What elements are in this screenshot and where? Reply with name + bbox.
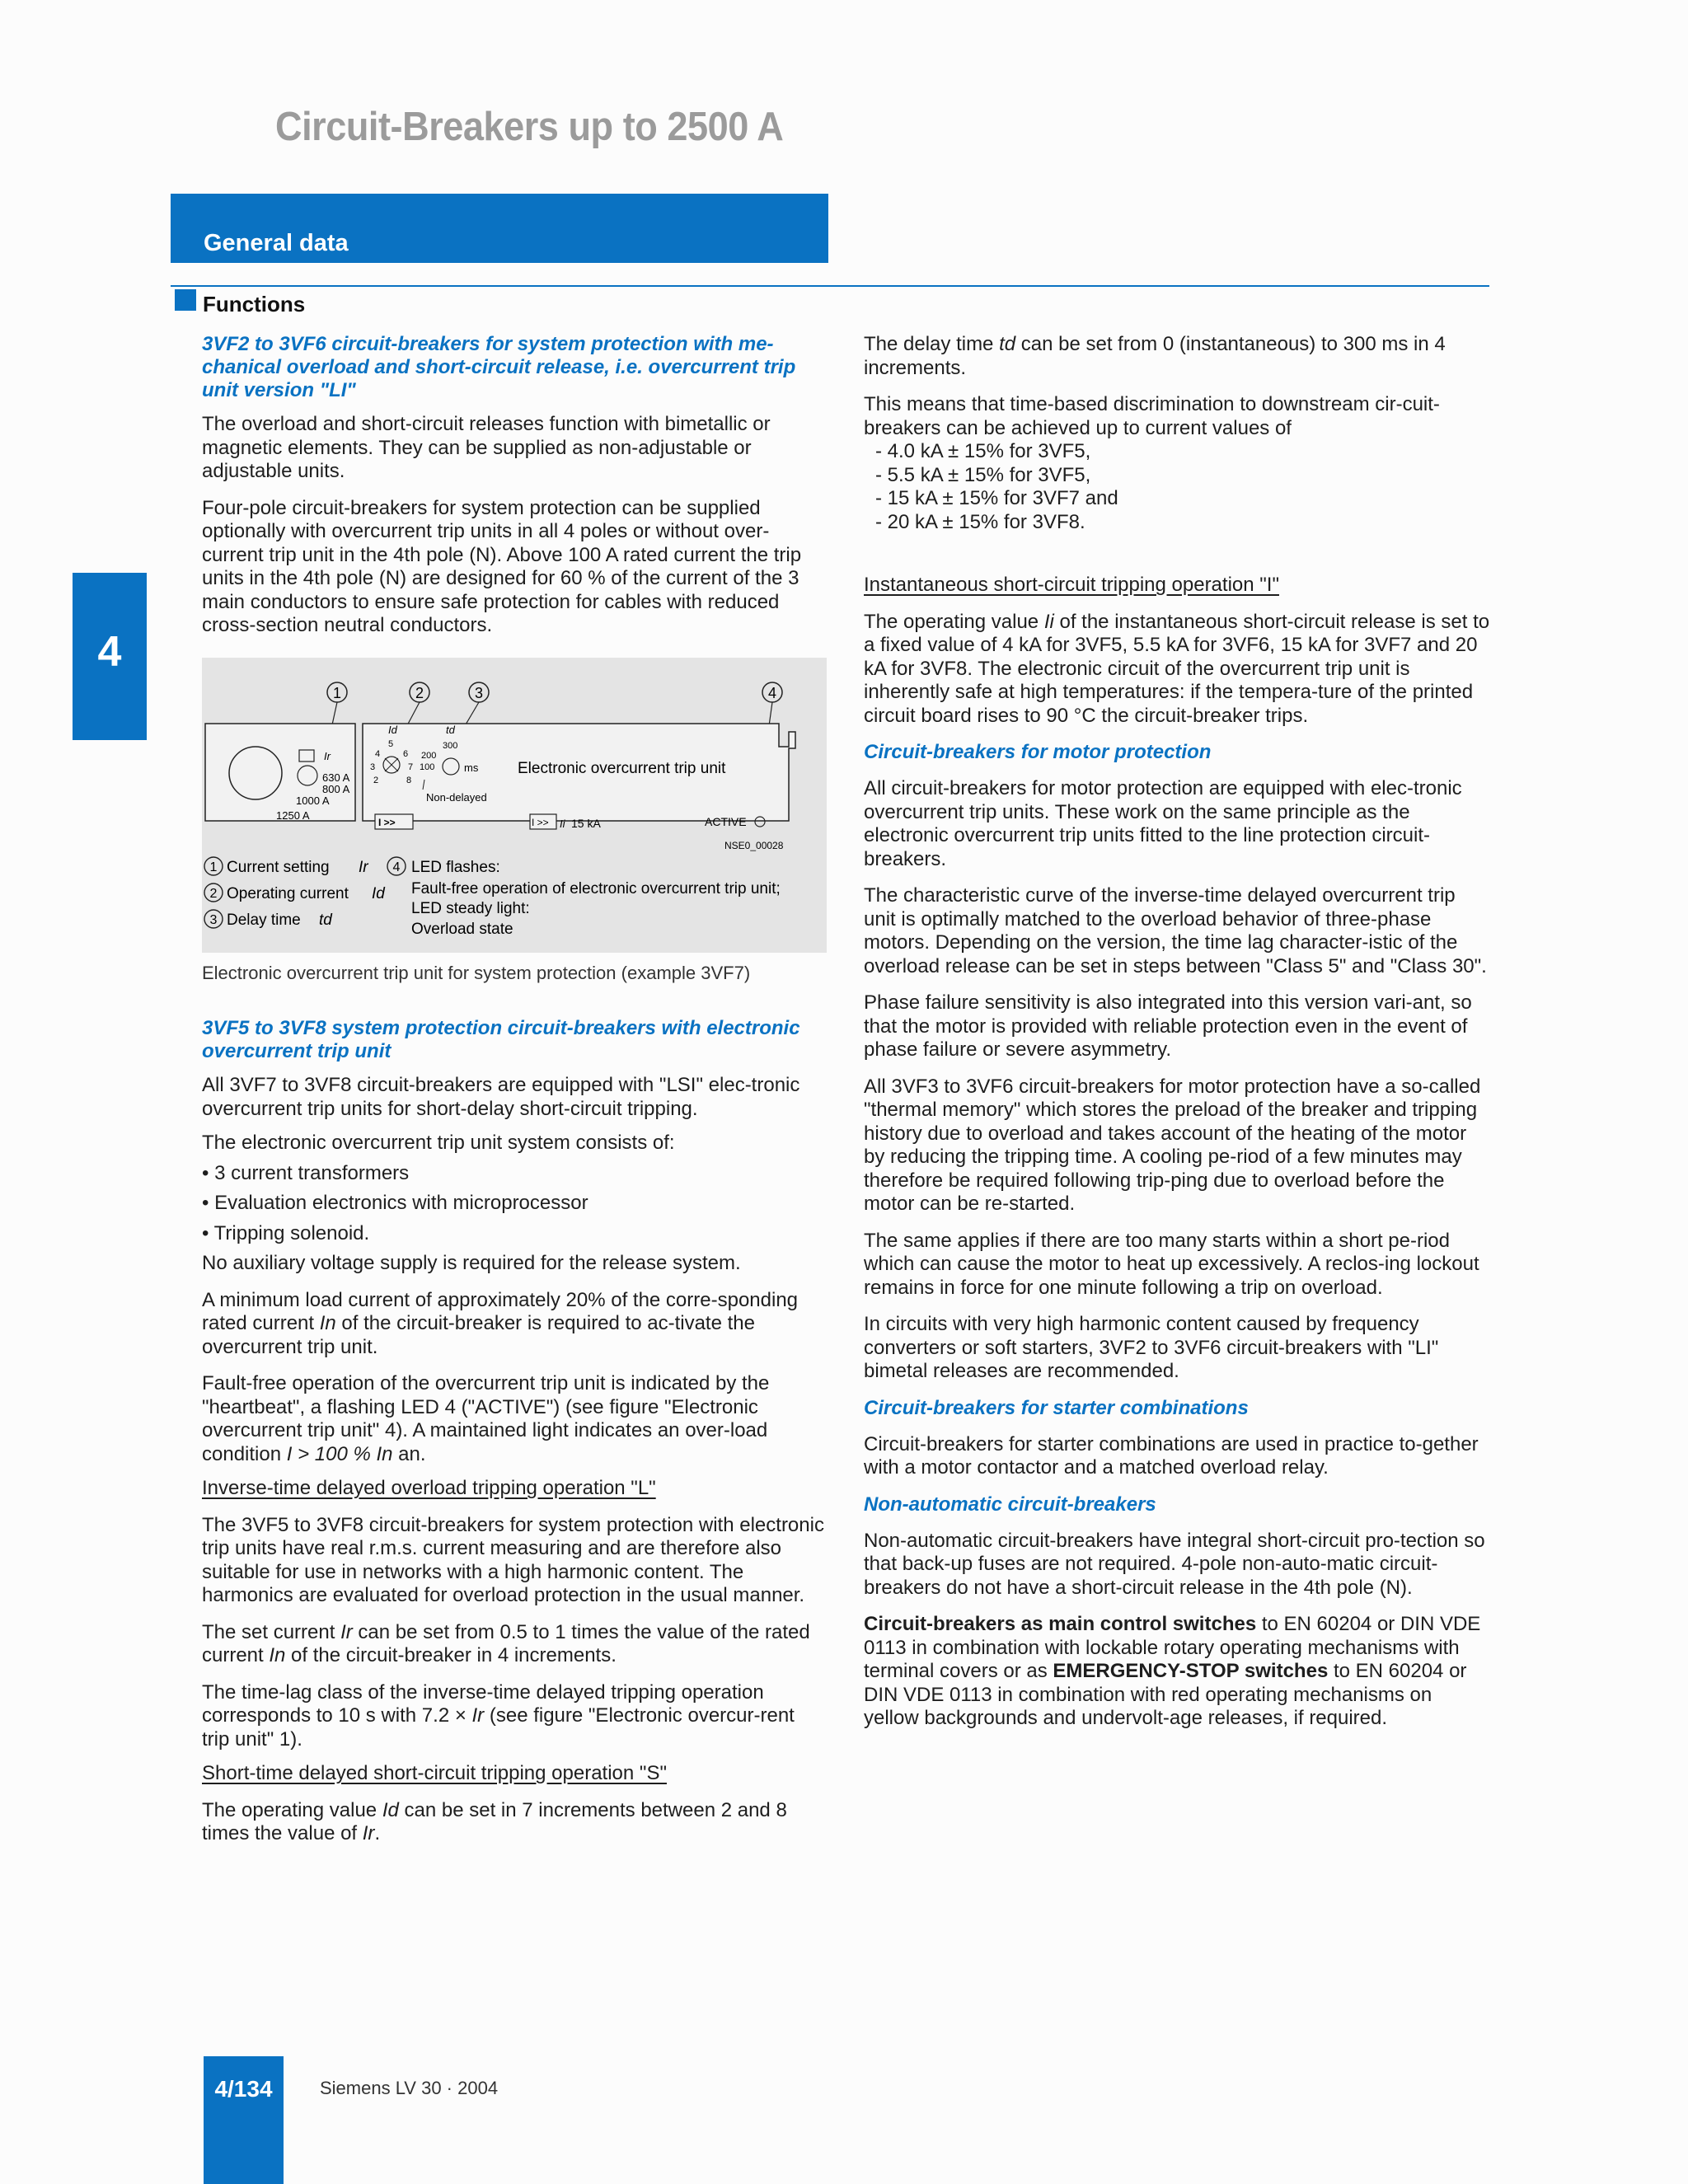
legend-1-text: Current setting	[227, 859, 330, 876]
heading-non-automatic: Non-automatic circuit-breakers	[864, 1493, 1156, 1516]
legend-4-title: LED flashes:	[411, 859, 500, 876]
text: to EN 60204 or DIN VDE 0113 in combination with red operating mechanisms on yellow backgrounds and undervolt-age releases, if required.	[864, 1660, 1467, 1729]
bullet-text: Evaluation electronics with microprocessor	[214, 1192, 588, 1214]
legend-2-text: Operating current	[227, 885, 349, 902]
legend-1-symbol: Ir	[359, 859, 368, 876]
paragraph	[864, 611, 1490, 729]
id-symbol: Id	[388, 724, 397, 736]
legend-3-text: Delay time	[227, 912, 301, 929]
id-tick-5: 5	[388, 739, 394, 749]
trip-unit-label: Electronic overcurrent trip unit	[518, 760, 726, 777]
paragraph: Circuit-breakers for starter combinations are used in practice to-gether with a motor contactor and a matched overload relay.	[864, 1432, 1479, 1479]
bullet-item: • 3 current transformers	[202, 1161, 410, 1184]
ir-value-1000: 1000 A	[296, 794, 330, 807]
bullet-item: • Evaluation electronics with microprocessor	[202, 1192, 588, 1214]
td-tick-200: 200	[421, 751, 437, 761]
text: The time-lag class of the inverse-time delayed tripping operation corresponds to 10 s with 7.2 ×	[202, 1680, 764, 1727]
ii-value: 15 kA	[571, 817, 601, 830]
i-inst-button-label: I >>	[378, 817, 396, 828]
ii-symbol: Ii	[560, 818, 565, 830]
left-column	[202, 333, 827, 638]
bullet-text: Tripping solenoid.	[213, 1221, 370, 1244]
ir-value-1250: 1250 A	[276, 809, 310, 822]
bullet-item: • Tripping solenoid.	[202, 1221, 370, 1244]
paragraph: Phase failure sensitivity is also integrated into this version vari-ant, so that the motor is provided with reliable protection even in the event of phase failure or severe asymmetry.	[864, 991, 1472, 1061]
publication-info: Siemens LV 30 · 2004	[320, 2078, 499, 2098]
paragraph: The operating value Id can be set in 7 increments between 2 and 8 times the value of Ir.	[202, 1798, 787, 1844]
circled-number: 1	[279, 1727, 291, 1750]
right-column	[864, 333, 1490, 1731]
paragraph: All 3VF3 to 3VF6 circuit-breakers for motor protection have a so-called "thermal memory" which stores the preload of the breaker and tripping history due to overload and takes account of the heating of the motor by reducing the tripping time. A cooling pe-riod of a few minutes may therefore be required following trip-ping due to overload before the motor can be re-started.	[864, 1075, 1481, 1215]
symbol: I > 100 % In	[286, 1442, 393, 1465]
symbol: In	[269, 1644, 286, 1666]
text: (see figure "Electronic overcur-rent trip unit"	[202, 1704, 795, 1750]
symbol: Id	[382, 1798, 399, 1821]
figure-code: NSE0_00028	[724, 840, 784, 851]
callout-2: 2	[415, 685, 424, 701]
paragraph	[202, 1289, 827, 1360]
section-rule	[171, 285, 1489, 287]
text: can be set in 7 increments between 2 and 8 times the value of	[202, 1798, 787, 1844]
heading-3vf5-3vf8: 3VF5 to 3VF8 system protection circuit-breakers with electronic overcurrent trip unit	[202, 1017, 800, 1062]
list-item: - 5.5 kA ± 15% for 3VF5,	[875, 463, 1091, 486]
callout-4: 4	[767, 685, 777, 701]
chapter-tab	[73, 573, 147, 740]
paragraph: Four-pole circuit-breakers for system protection can be supplied optionally with overcurrent trip units in all 4 poles or without over-current trip unit in the 4th pole (N). Above 100 A rated current the trip units in the 4th pole (N) are designed for 60 % of the current of the 3 main conductors to ensure safe protection for cables with reduced cross-section neutral conductors.	[202, 496, 802, 636]
paragraph: The 3VF5 to 3VF8 circuit-breakers for system protection with electronic trip units have real r.m.s. current measuring and are therefore also suitable for use in networks with a high harmonic content. The harmonics are evaluated for overload protection in the usual manner.	[202, 1513, 824, 1606]
td-unit: ms	[464, 762, 479, 774]
paragraph	[202, 1372, 827, 1466]
list-item: - 4.0 kA ± 15% for 3VF5,	[875, 440, 1091, 462]
subsection-marker	[175, 289, 196, 311]
symbol: Ii	[1043, 610, 1054, 633]
symbol: In	[319, 1312, 336, 1334]
text: of the instantaneous short-circuit release is set to a fixed value of 4 kA for 3VF5, 5.5 kA for 3VF6, 15 kA for 3VF7 and 20 kA for 3VF8. The electronic circuit of the overcurrent trip unit is inherently safe at high temperatures: if the tempera-ture of the printed circuit board rises to 90 °C the circuit-breaker trips.	[864, 610, 1490, 727]
underlined-heading: Inverse-time delayed overload tripping operation "L"	[202, 1477, 656, 1499]
text: an.	[392, 1442, 426, 1465]
legend-3-num: 3	[209, 913, 218, 927]
trip-unit-figure	[202, 658, 827, 953]
i-inst-label-2: I >>	[532, 817, 549, 828]
symbol: td	[999, 333, 1016, 355]
bold-text: Circuit-breakers as main control switches	[864, 1613, 1257, 1635]
text: The delay time	[864, 333, 1000, 355]
id-tick-2: 2	[373, 776, 379, 785]
heading-motor-protection: Circuit-breakers for motor protection	[864, 741, 1212, 763]
text: of the circuit-breaker in 4 increments.	[285, 1644, 617, 1666]
text: The operating value	[202, 1798, 382, 1821]
list-item: - 15 kA ± 15% for 3VF7 and	[875, 487, 1118, 509]
paragraph: In circuits with very high harmonic content caused by frequency converters or soft starters, 3VF2 to 3VF6 circuit-breakers with "LI" bimetal releases are recommended.	[864, 1313, 1439, 1382]
legend-2-symbol: Id	[372, 885, 385, 902]
heading-starter-combinations: Circuit-breakers for starter combinations	[864, 1396, 1249, 1419]
paragraph: This means that time-based discrimination to downstream cir-cuit-breakers can be achieved up to current values of	[864, 393, 1440, 439]
paragraph: The same applies if there are too many starts within a short pe-riod which can cause the motor to heat up excessively. A reclos-ing lockout remains in force for one minute following a trip on overload.	[864, 1229, 1479, 1299]
paragraph	[864, 1613, 1490, 1731]
paragraph	[202, 1681, 827, 1752]
legend-4-line1: Fault-free operation of electronic overcurrent trip unit;	[411, 880, 781, 898]
ir-value-630: 630 A	[322, 771, 350, 784]
bullet-text: 3 current transformers	[214, 1161, 410, 1184]
ir-symbol: Ir	[324, 750, 331, 762]
td-symbol: td	[446, 724, 455, 736]
non-delayed-label: Non-delayed	[426, 791, 487, 804]
underlined-heading: Instantaneous short-circuit tripping operation "I"	[864, 574, 1279, 596]
paragraph: All 3VF7 to 3VF8 circuit-breakers are equipped with "LSI" elec-tronic overcurrent trip units for short-delay short-circuit tripping.	[202, 1074, 800, 1120]
text: Fault-free operation of the overcurrent trip unit is indicated by the "heartbeat", a flashing LED	[202, 1372, 770, 1418]
section-header	[171, 194, 828, 263]
ir-value-800: 800 A	[322, 783, 350, 795]
paragraph: All circuit-breakers for motor protection are equipped with elec-tronic overcurrent trip units. These work on the same principle as the electronic overcurrent trip units fitted to the line protection circuit-breakers.	[864, 777, 1462, 870]
text: ). A maintained light indicates an over-load condition	[202, 1419, 768, 1465]
paragraph: No auxiliary voltage supply is required for the release system.	[202, 1252, 741, 1274]
text: The operating value	[864, 610, 1044, 633]
chapter-number: 4	[97, 628, 122, 676]
list-item: - 20 kA ± 15% for 3VF8.	[875, 510, 1085, 533]
paragraph	[202, 1621, 827, 1668]
text: A minimum load current of approximately 20% of the corre-sponding rated current	[202, 1288, 799, 1334]
legend-4-line3: Overload state	[411, 921, 513, 938]
legend-2-num: 2	[209, 887, 218, 901]
dash-list	[864, 440, 1490, 534]
legend-4-line2: LED steady light:	[411, 900, 530, 917]
callout-3: 3	[474, 685, 484, 701]
id-tick-8: 8	[406, 776, 412, 785]
text: ("ACTIVE") (see figure "Electronic overcurrent trip unit"	[202, 1395, 758, 1441]
symbol: Ir	[340, 1620, 353, 1643]
legend-4-num: 4	[392, 860, 401, 874]
circled-number: 4	[444, 1395, 456, 1418]
figure-caption: Electronic overcurrent trip unit for system protection (example 3VF7)	[202, 963, 751, 983]
symbol: Ir	[362, 1822, 375, 1844]
td-tick-300: 300	[443, 741, 458, 751]
id-tick-6: 6	[403, 749, 409, 759]
paragraph: The electronic overcurrent trip unit system consists of:	[202, 1132, 675, 1154]
heading-3vf2-3vf6: 3VF2 to 3VF6 circuit-breakers for system protection with me-chanical overload and short-circuit release, i.e. overcurrent trip unit version "LI"	[202, 333, 796, 401]
id-tick-7: 7	[408, 762, 414, 772]
subsection-title: Functions	[203, 292, 306, 316]
legend-3-symbol: td	[319, 912, 332, 929]
page-number-bar	[204, 2056, 284, 2184]
legend-1-num: 1	[209, 860, 218, 874]
text: can be set from 0.5 to 1 times the value of the rated current	[202, 1620, 810, 1666]
page-number: 4/134	[214, 2076, 273, 2102]
callout-1: 1	[332, 685, 342, 701]
text: The set current	[202, 1620, 341, 1643]
id-tick-4: 4	[375, 749, 381, 759]
section-title: General data	[204, 230, 349, 256]
text: can be set from 0 (instantaneous) to 300 ms in 4 increments.	[864, 333, 1446, 379]
id-tick-3: 3	[370, 762, 376, 772]
active-label: ACTIVE	[705, 815, 747, 828]
page-title: Circuit-Breakers up to 2500 A	[275, 105, 784, 149]
left-column-lower	[202, 1017, 827, 1846]
paragraph	[864, 333, 1490, 380]
paragraph: The characteristic curve of the inverse-time delayed overcurrent trip unit is optimally matched to the overload behavior of three-phase motors. Depending on the version, the time lag character-istic of the overload release can be set in steps between "Class 5" and "Class 30".	[864, 884, 1487, 977]
paragraph: Non-automatic circuit-breakers have integral short-circuit pro-tection so that back-up fuses are not required. 4-pole non-auto-matic circuit-breakers do not have a short-circuit release in the 4th pole (N).	[864, 1529, 1485, 1599]
text: ).	[290, 1727, 302, 1750]
symbol: Ir	[471, 1704, 485, 1727]
bold-text: EMERGENCY-STOP switches	[1053, 1660, 1329, 1682]
underlined-heading: Short-time delayed short-circuit tripping operation "S"	[202, 1762, 667, 1784]
circled-number: 4	[384, 1419, 396, 1441]
paragraph: The overload and short-circuit releases function with bimetallic or magnetic elements. They can be supplied as non-adjustable or adjustable units.	[202, 413, 771, 482]
text: to EN 60204 or DIN VDE 0113 in combination with lockable rotary operating mechanisms with terminal covers or as	[864, 1613, 1481, 1682]
text: of the circuit-breaker is required to ac-tivate the overcurrent trip unit.	[202, 1312, 755, 1358]
td-tick-100: 100	[420, 762, 435, 772]
trip-unit-diagram	[202, 658, 827, 953]
